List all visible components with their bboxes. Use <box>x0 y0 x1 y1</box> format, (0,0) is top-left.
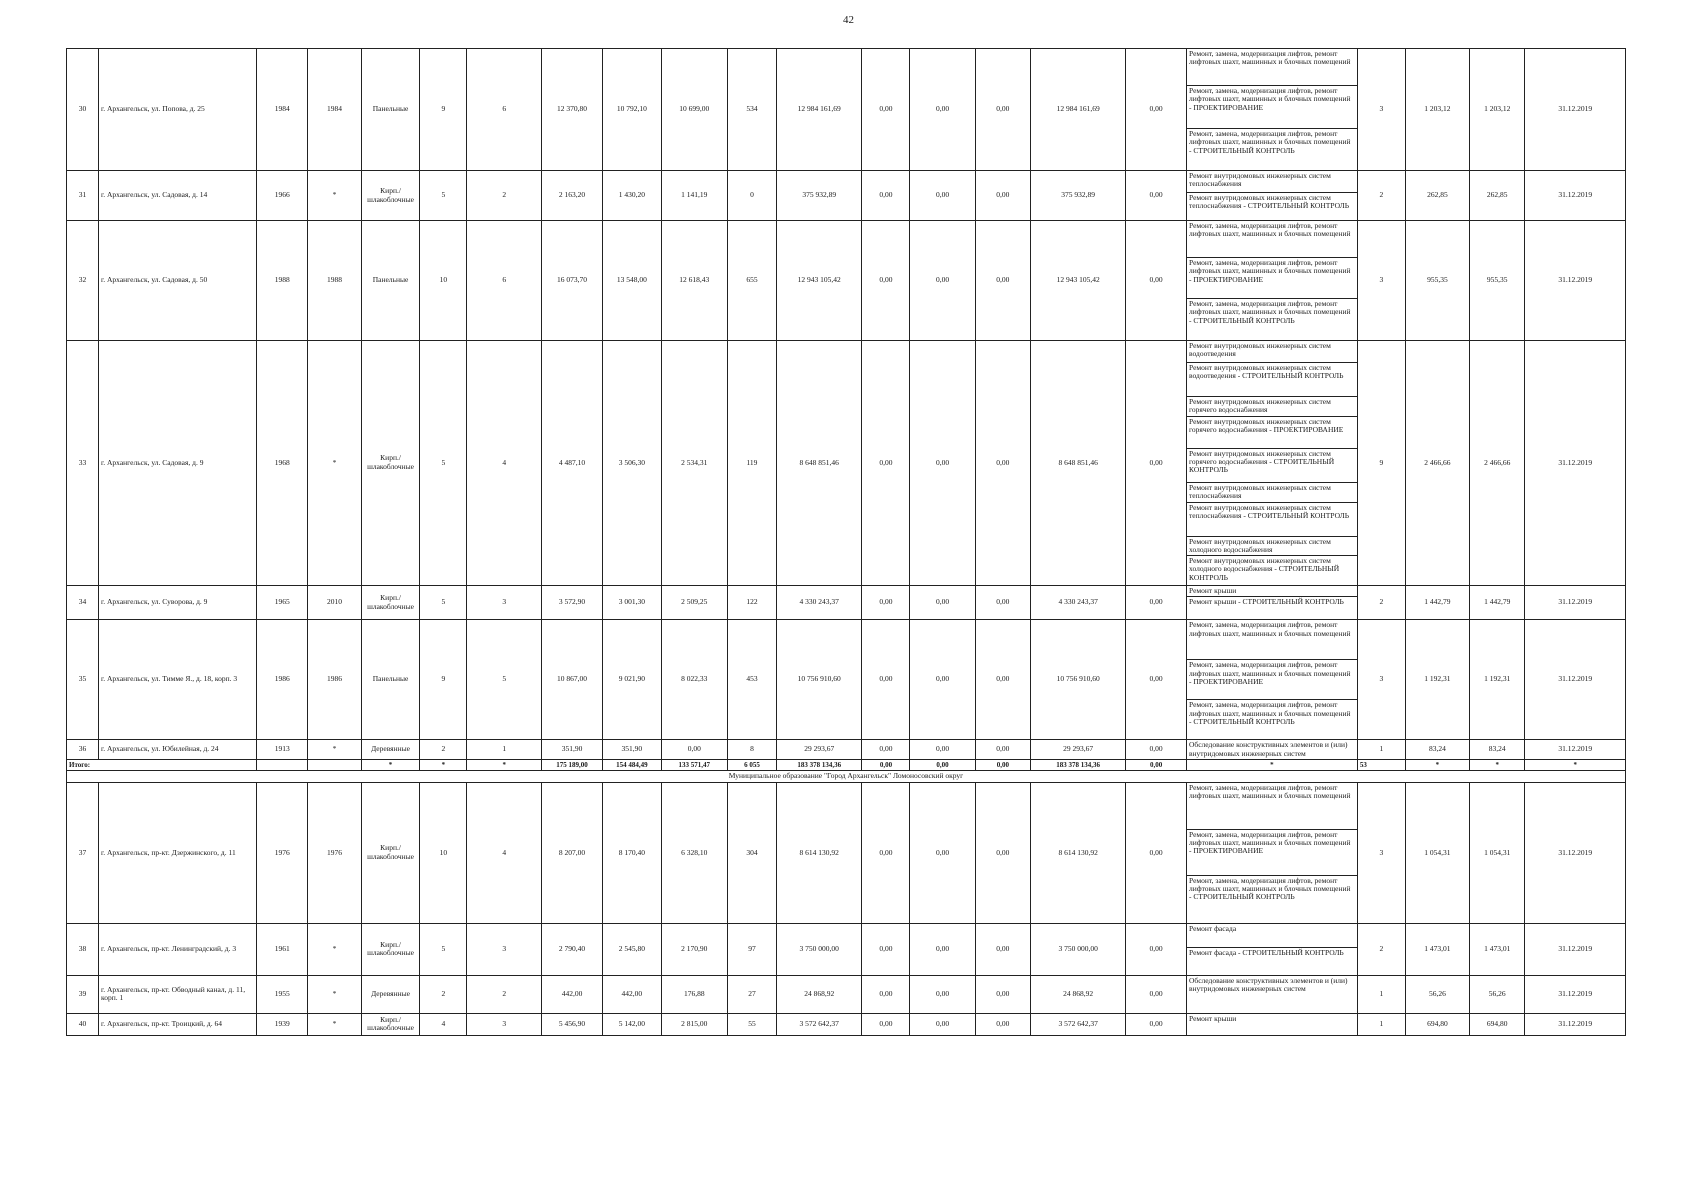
work-item: Ремонт, замена, модернизация лифтов, ремонт лифтовых шахт, машинных и блочных помещений - СТРОИТЕЛЬНЫЙ КОНТРОЛЬ <box>1187 875 1358 923</box>
total-fund-owners: 183 378 134,36 <box>1031 760 1126 771</box>
cell-floors: 5 <box>420 171 467 221</box>
cell-area-living: 3 506,30 <box>602 341 661 586</box>
cell-area-living: 351,90 <box>602 740 661 760</box>
cell-area-living: 2 545,80 <box>602 923 661 975</box>
cell-fund-reg: 0,00 <box>910 171 975 221</box>
cell-cost-total: 8 614 130,92 <box>777 782 862 923</box>
cell-year-overhaul: * <box>308 923 361 975</box>
cell-deadline: 31.12.2019 <box>1525 1013 1626 1035</box>
table-row <box>67 975 1626 1013</box>
cell-deadline: 31.12.2019 <box>1525 221 1626 341</box>
cell-num: 33 <box>67 341 99 586</box>
cell-fund-fed: 0,00 <box>862 740 910 760</box>
table-row <box>67 782 1626 829</box>
cell-unit-limit: 694,80 <box>1469 1013 1525 1035</box>
total-empty-cell <box>308 760 361 771</box>
cell-floors: 9 <box>420 620 467 740</box>
cell-floors: 5 <box>420 923 467 975</box>
total-label: Итого: <box>67 760 257 771</box>
cell-material: Кирп./ шлакоблочные <box>361 341 420 586</box>
cell-residents: 97 <box>727 923 776 975</box>
cell-fund-owners: 10 756 910,60 <box>1031 620 1126 740</box>
cell-area-total: 10 867,00 <box>542 620 603 740</box>
cell-unit-limit: 1 203,12 <box>1469 49 1525 171</box>
cell-cost-total: 10 756 910,60 <box>777 620 862 740</box>
total-fund-mun: 0,00 <box>975 760 1031 771</box>
total-star: * <box>361 760 420 771</box>
cell-fund-mun: 0,00 <box>975 221 1031 341</box>
work-item: Ремонт, замена, модернизация лифтов, ремонт лифтовых шахт, машинных и блочных помещений <box>1187 782 1358 829</box>
cell-fund-mun: 0,00 <box>975 1013 1031 1035</box>
cell-works-count: 1 <box>1357 975 1405 1013</box>
work-item: Ремонт внутридомовых инженерных систем горячего водоснабжения - СТРОИТЕЛЬНЫЙ КОНТРОЛЬ <box>1187 448 1358 482</box>
cell-fund-mun: 0,00 <box>975 620 1031 740</box>
cell-entrances: 3 <box>467 923 542 975</box>
cell-fund-reg: 0,00 <box>910 49 975 171</box>
work-item: Ремонт внутридомовых инженерных систем горячего водоснабжения <box>1187 397 1358 417</box>
cell-num: 36 <box>67 740 99 760</box>
cell-year-overhaul: * <box>308 171 361 221</box>
work-item: Ремонт крыши <box>1187 1013 1358 1035</box>
cell-fund-mun: 0,00 <box>975 171 1031 221</box>
cell-floors: 2 <box>420 740 467 760</box>
cell-cost-total: 24 868,92 <box>777 975 862 1013</box>
cell-material: Кирп./ шлакоблочные <box>361 923 420 975</box>
cell-unit-cost: 1 203,12 <box>1405 49 1469 171</box>
cell-fund-fed: 0,00 <box>862 620 910 740</box>
cell-entrances: 2 <box>467 975 542 1013</box>
cell-fund-other: 0,00 <box>1126 49 1187 171</box>
cell-address: г. Архангельск, пр-кт. Обводный канал, д. 11, корп. 1 <box>99 975 257 1013</box>
cell-fund-fed: 0,00 <box>862 782 910 923</box>
work-item: Обследование конструктивных элементов и (или) внутридомовых инженерных систем <box>1187 740 1358 760</box>
cell-fund-other: 0,00 <box>1126 620 1187 740</box>
work-item: Ремонт, замена, модернизация лифтов, ремонт лифтовых шахт, машинных и блочных помещений <box>1187 49 1358 86</box>
cell-year-overhaul: * <box>308 1013 361 1035</box>
cell-fund-owners: 12 943 105,42 <box>1031 221 1126 341</box>
work-item: Ремонт, замена, модернизация лифтов, ремонт лифтовых шахт, машинных и блочных помещений - СТРОИТЕЛЬНЫЙ КОНТРОЛЬ <box>1187 129 1358 171</box>
cell-unit-cost: 262,85 <box>1405 171 1469 221</box>
cell-address: г. Архангельск, пр-кт. Ленинградский, д. 3 <box>99 923 257 975</box>
cell-address: г. Архангельск, пр-кт. Дзержинского, д. 11 <box>99 782 257 923</box>
cell-material: Кирп./ шлакоблочные <box>361 782 420 923</box>
work-item: Ремонт фасада <box>1187 923 1358 947</box>
cell-year-built: 1966 <box>257 171 308 221</box>
cell-works-count: 3 <box>1357 620 1405 740</box>
cell-deadline: 31.12.2019 <box>1525 620 1626 740</box>
cell-floors: 5 <box>420 586 467 620</box>
table-row <box>67 740 1626 760</box>
work-item: Ремонт внутридомовых инженерных систем водоотведения - СТРОИТЕЛЬНЫЙ КОНТРОЛЬ <box>1187 363 1358 397</box>
cell-fund-other: 0,00 <box>1126 341 1187 586</box>
cell-year-overhaul: 1986 <box>308 620 361 740</box>
work-item: Обследование конструктивных элементов и (или) внутридомовых инженерных систем <box>1187 975 1358 1013</box>
cell-fund-reg: 0,00 <box>910 620 975 740</box>
table-row <box>67 171 1626 193</box>
cell-area-living-res: 8 022,33 <box>661 620 727 740</box>
cell-year-overhaul: * <box>308 341 361 586</box>
cell-area-total: 442,00 <box>542 975 603 1013</box>
cell-deadline: 31.12.2019 <box>1525 49 1626 171</box>
cell-year-built: 1986 <box>257 620 308 740</box>
cell-area-living-res: 2 170,90 <box>661 923 727 975</box>
work-item: Ремонт крыши - СТРОИТЕЛЬНЫЙ КОНТРОЛЬ <box>1187 597 1358 620</box>
cell-area-total: 8 207,00 <box>542 782 603 923</box>
cell-works-count: 1 <box>1357 1013 1405 1035</box>
cell-area-living-res: 2 509,25 <box>661 586 727 620</box>
cell-address: г. Архангельск, пр-кт. Троицкий, д. 64 <box>99 1013 257 1035</box>
cell-deadline: 31.12.2019 <box>1525 341 1626 586</box>
cell-unit-limit: 955,35 <box>1469 221 1525 341</box>
cell-address: г. Архангельск, ул. Садовая, д. 14 <box>99 171 257 221</box>
cell-unit-limit: 1 054,31 <box>1469 782 1525 923</box>
cell-area-living: 1 430,20 <box>602 171 661 221</box>
work-item: Ремонт внутридомовых инженерных систем водоотведения <box>1187 341 1358 363</box>
work-item: Ремонт, замена, модернизация лифтов, ремонт лифтовых шахт, машинных и блочных помещений - СТРОИТЕЛЬНЫЙ КОНТРОЛЬ <box>1187 299 1358 341</box>
cell-residents: 122 <box>727 586 776 620</box>
cell-year-overhaul: * <box>308 740 361 760</box>
total-star: * <box>1405 760 1469 771</box>
cell-fund-fed: 0,00 <box>862 171 910 221</box>
cell-year-built: 1961 <box>257 923 308 975</box>
cell-area-living-res: 2 534,31 <box>661 341 727 586</box>
cell-entrances: 4 <box>467 782 542 923</box>
cell-cost-total: 12 943 105,42 <box>777 221 862 341</box>
total-star: * <box>1525 760 1626 771</box>
cell-num: 39 <box>67 975 99 1013</box>
cell-area-living-res: 6 328,10 <box>661 782 727 923</box>
cell-deadline: 31.12.2019 <box>1525 171 1626 221</box>
table-row <box>67 221 1626 258</box>
cell-unit-cost: 1 054,31 <box>1405 782 1469 923</box>
cell-num: 37 <box>67 782 99 923</box>
total-row <box>67 760 1626 771</box>
cell-unit-cost: 1 192,31 <box>1405 620 1469 740</box>
cell-fund-mun: 0,00 <box>975 49 1031 171</box>
work-item: Ремонт внутридомовых инженерных систем холодного водоснабжения - СТРОИТЕЛЬНЫЙ КОНТРОЛЬ <box>1187 556 1358 586</box>
cell-deadline: 31.12.2019 <box>1525 740 1626 760</box>
cell-works-count: 3 <box>1357 221 1405 341</box>
cell-num: 31 <box>67 171 99 221</box>
cell-entrances: 3 <box>467 586 542 620</box>
cell-fund-owners: 4 330 243,37 <box>1031 586 1126 620</box>
cell-area-living: 9 021,90 <box>602 620 661 740</box>
cell-fund-mun: 0,00 <box>975 782 1031 923</box>
cell-fund-owners: 375 932,89 <box>1031 171 1126 221</box>
cell-area-living-res: 176,88 <box>661 975 727 1013</box>
cell-area-total: 12 370,80 <box>542 49 603 171</box>
cell-works-count: 3 <box>1357 782 1405 923</box>
cell-fund-owners: 3 572 642,37 <box>1031 1013 1126 1035</box>
cell-entrances: 1 <box>467 740 542 760</box>
work-item: Ремонт внутридомовых инженерных систем теплоснабжения <box>1187 482 1358 502</box>
cell-works-count: 2 <box>1357 923 1405 975</box>
cell-area-living-res: 12 618,43 <box>661 221 727 341</box>
cell-year-overhaul: 2010 <box>308 586 361 620</box>
cell-fund-mun: 0,00 <box>975 975 1031 1013</box>
cell-num: 40 <box>67 1013 99 1035</box>
cell-deadline: 31.12.2019 <box>1525 782 1626 923</box>
cell-fund-owners: 12 984 161,69 <box>1031 49 1126 171</box>
cell-works-count: 2 <box>1357 171 1405 221</box>
cell-unit-cost: 1 473,01 <box>1405 923 1469 975</box>
cell-area-living: 13 548,00 <box>602 221 661 341</box>
cell-fund-owners: 3 750 000,00 <box>1031 923 1126 975</box>
cell-works-count: 1 <box>1357 740 1405 760</box>
total-star: * <box>1187 760 1358 771</box>
cell-residents: 27 <box>727 975 776 1013</box>
cell-unit-limit: 1 442,79 <box>1469 586 1525 620</box>
cell-floors: 2 <box>420 975 467 1013</box>
total-fund-fed: 0,00 <box>862 760 910 771</box>
cell-year-overhaul: 1976 <box>308 782 361 923</box>
table-row <box>67 49 1626 86</box>
cell-fund-mun: 0,00 <box>975 740 1031 760</box>
cell-address: г. Архангельск, ул. Попова, д. 25 <box>99 49 257 171</box>
cell-floors: 9 <box>420 49 467 171</box>
cell-residents: 655 <box>727 221 776 341</box>
cell-material: Деревянные <box>361 975 420 1013</box>
cell-fund-owners: 24 868,92 <box>1031 975 1126 1013</box>
cell-entrances: 5 <box>467 620 542 740</box>
cell-fund-fed: 0,00 <box>862 923 910 975</box>
cell-unit-limit: 56,26 <box>1469 975 1525 1013</box>
cell-material: Кирп./ шлакоблочные <box>361 1013 420 1035</box>
cell-unit-limit: 2 466,66 <box>1469 341 1525 586</box>
cell-address: г. Архангельск, ул. Тимме Я., д. 18, корп. 3 <box>99 620 257 740</box>
cell-cost-total: 12 984 161,69 <box>777 49 862 171</box>
work-item: Ремонт, замена, модернизация лифтов, ремонт лифтовых шахт, машинных и блочных помещений <box>1187 221 1358 258</box>
cell-entrances: 6 <box>467 221 542 341</box>
cell-num: 32 <box>67 221 99 341</box>
cell-floors: 4 <box>420 1013 467 1035</box>
cell-year-built: 1939 <box>257 1013 308 1035</box>
cell-area-living-res: 10 699,00 <box>661 49 727 171</box>
table-row <box>67 1013 1626 1035</box>
cell-fund-other: 0,00 <box>1126 975 1187 1013</box>
cell-area-total: 3 572,90 <box>542 586 603 620</box>
cell-unit-limit: 83,24 <box>1469 740 1525 760</box>
cell-fund-reg: 0,00 <box>910 341 975 586</box>
cell-area-total: 351,90 <box>542 740 603 760</box>
total-area-res: 133 571,47 <box>661 760 727 771</box>
cell-year-built: 1913 <box>257 740 308 760</box>
cell-residents: 8 <box>727 740 776 760</box>
cell-unit-cost: 83,24 <box>1405 740 1469 760</box>
cell-fund-fed: 0,00 <box>862 221 910 341</box>
cell-residents: 0 <box>727 171 776 221</box>
cell-area-total: 4 487,10 <box>542 341 603 586</box>
work-item: Ремонт внутридомовых инженерных систем теплоснабжения <box>1187 171 1358 193</box>
total-empty-cell <box>257 760 308 771</box>
page-number: 42 <box>843 14 854 26</box>
total-residents: 6 055 <box>727 760 776 771</box>
cell-entrances: 3 <box>467 1013 542 1035</box>
cell-fund-mun: 0,00 <box>975 586 1031 620</box>
cell-num: 30 <box>67 49 99 171</box>
cell-fund-other: 0,00 <box>1126 740 1187 760</box>
cell-entrances: 4 <box>467 341 542 586</box>
work-item: Ремонт внутридомовых инженерных систем теплоснабжения - СТРОИТЕЛЬНЫЙ КОНТРОЛЬ <box>1187 502 1358 536</box>
cell-works-count: 3 <box>1357 49 1405 171</box>
cell-residents: 304 <box>727 782 776 923</box>
cell-area-living-res: 0,00 <box>661 740 727 760</box>
cell-area-living: 3 001,30 <box>602 586 661 620</box>
cell-area-living-res: 1 141,19 <box>661 171 727 221</box>
cell-fund-reg: 0,00 <box>910 1013 975 1035</box>
table-row <box>67 586 1626 597</box>
total-star: * <box>420 760 467 771</box>
cell-unit-cost: 1 442,79 <box>1405 586 1469 620</box>
cell-residents: 119 <box>727 341 776 586</box>
cell-year-built: 1984 <box>257 49 308 171</box>
cell-year-overhaul: 1984 <box>308 49 361 171</box>
work-item: Ремонт внутридомовых инженерных систем холодного водоснабжения <box>1187 536 1358 556</box>
repair-schedule-table <box>66 48 1626 1036</box>
cell-unit-limit: 1 192,31 <box>1469 620 1525 740</box>
work-item: Ремонт крыши <box>1187 586 1358 597</box>
cell-fund-owners: 8 648 851,46 <box>1031 341 1126 586</box>
cell-address: г. Архангельск, ул. Садовая, д. 50 <box>99 221 257 341</box>
cell-year-built: 1955 <box>257 975 308 1013</box>
cell-fund-reg: 0,00 <box>910 586 975 620</box>
cell-material: Кирп./ шлакоблочные <box>361 586 420 620</box>
cell-fund-other: 0,00 <box>1126 221 1187 341</box>
cell-material: Панельные <box>361 620 420 740</box>
cell-fund-other: 0,00 <box>1126 171 1187 221</box>
cell-deadline: 31.12.2019 <box>1525 586 1626 620</box>
cell-deadline: 31.12.2019 <box>1525 923 1626 975</box>
work-item: Ремонт, замена, модернизация лифтов, ремонт лифтовых шахт, машинных и блочных помещений <box>1187 620 1358 660</box>
cell-fund-fed: 0,00 <box>862 1013 910 1035</box>
cell-material: Деревянные <box>361 740 420 760</box>
cell-unit-cost: 955,35 <box>1405 221 1469 341</box>
work-item: Ремонт внутридомовых инженерных систем теплоснабжения - СТРОИТЕЛЬНЫЙ КОНТРОЛЬ <box>1187 193 1358 221</box>
cell-year-built: 1976 <box>257 782 308 923</box>
cell-address: г. Архангельск, ул. Суворова, д. 9 <box>99 586 257 620</box>
cell-num: 38 <box>67 923 99 975</box>
cell-floors: 10 <box>420 782 467 923</box>
cell-floors: 5 <box>420 341 467 586</box>
section-title: Муниципальное образование "Город Архангельск" Ломоносовский округ <box>67 771 1626 783</box>
cell-fund-reg: 0,00 <box>910 740 975 760</box>
cell-unit-cost: 56,26 <box>1405 975 1469 1013</box>
table-row <box>67 923 1626 947</box>
cell-cost-total: 3 572 642,37 <box>777 1013 862 1035</box>
total-star: * <box>467 760 542 771</box>
cell-area-total: 2 163,20 <box>542 171 603 221</box>
cell-entrances: 2 <box>467 171 542 221</box>
cell-cost-total: 29 293,67 <box>777 740 862 760</box>
cell-cost-total: 375 932,89 <box>777 171 862 221</box>
cell-area-living: 8 170,40 <box>602 782 661 923</box>
cell-area-living: 442,00 <box>602 975 661 1013</box>
work-item: Ремонт, замена, модернизация лифтов, ремонт лифтовых шахт, машинных и блочных помещений - СТРОИТЕЛЬНЫЙ КОНТРОЛЬ <box>1187 700 1358 740</box>
cell-cost-total: 4 330 243,37 <box>777 586 862 620</box>
cell-year-built: 1965 <box>257 586 308 620</box>
cell-num: 35 <box>67 620 99 740</box>
cell-fund-fed: 0,00 <box>862 49 910 171</box>
cell-fund-other: 0,00 <box>1126 923 1187 975</box>
cell-area-living: 5 142,00 <box>602 1013 661 1035</box>
cell-fund-other: 0,00 <box>1126 1013 1187 1035</box>
cell-unit-cost: 2 466,66 <box>1405 341 1469 586</box>
cell-fund-other: 0,00 <box>1126 782 1187 923</box>
cell-unit-limit: 262,85 <box>1469 171 1525 221</box>
cell-fund-fed: 0,00 <box>862 341 910 586</box>
work-item: Ремонт внутридомовых инженерных систем горячего водоснабжения - ПРОЕКТИРОВАНИЕ <box>1187 416 1358 448</box>
cell-fund-mun: 0,00 <box>975 341 1031 586</box>
work-item: Ремонт фасада - СТРОИТЕЛЬНЫЙ КОНТРОЛЬ <box>1187 947 1358 975</box>
table-row <box>67 341 1626 363</box>
cell-fund-reg: 0,00 <box>910 782 975 923</box>
total-area: 175 189,00 <box>542 760 603 771</box>
cell-fund-fed: 0,00 <box>862 975 910 1013</box>
cell-works-count: 2 <box>1357 586 1405 620</box>
total-star: * <box>1469 760 1525 771</box>
work-item: Ремонт, замена, модернизация лифтов, ремонт лифтовых шахт, машинных и блочных помещений - ПРОЕКТИРОВАНИЕ <box>1187 258 1358 299</box>
cell-address: г. Архангельск, ул. Юбилейная, д. 24 <box>99 740 257 760</box>
cell-year-built: 1968 <box>257 341 308 586</box>
cell-fund-fed: 0,00 <box>862 586 910 620</box>
cell-unit-cost: 694,80 <box>1405 1013 1469 1035</box>
cell-deadline: 31.12.2019 <box>1525 975 1626 1013</box>
cell-cost-total: 3 750 000,00 <box>777 923 862 975</box>
cell-address: г. Архангельск, ул. Садовая, д. 9 <box>99 341 257 586</box>
cell-area-living: 10 792,10 <box>602 49 661 171</box>
cell-fund-reg: 0,00 <box>910 923 975 975</box>
cell-fund-owners: 29 293,67 <box>1031 740 1126 760</box>
total-fund-other: 0,00 <box>1126 760 1187 771</box>
work-item: Ремонт, замена, модернизация лифтов, ремонт лифтовых шахт, машинных и блочных помещений - ПРОЕКТИРОВАНИЕ <box>1187 829 1358 875</box>
cell-material: Панельные <box>361 49 420 171</box>
cell-year-overhaul: * <box>308 975 361 1013</box>
work-item: Ремонт, замена, модернизация лифтов, ремонт лифтовых шахт, машинных и блочных помещений - ПРОЕКТИРОВАНИЕ <box>1187 86 1358 129</box>
total-area-living: 154 484,49 <box>602 760 661 771</box>
cell-residents: 534 <box>727 49 776 171</box>
total-works-count: 53 <box>1357 760 1405 771</box>
cell-num: 34 <box>67 586 99 620</box>
cell-area-total: 5 456,90 <box>542 1013 603 1035</box>
cell-residents: 55 <box>727 1013 776 1035</box>
cell-fund-other: 0,00 <box>1126 586 1187 620</box>
cell-entrances: 6 <box>467 49 542 171</box>
table-row <box>67 620 1626 660</box>
cell-unit-limit: 1 473,01 <box>1469 923 1525 975</box>
cell-material: Кирп./ шлакоблочные <box>361 171 420 221</box>
cell-fund-owners: 8 614 130,92 <box>1031 782 1126 923</box>
cell-works-count: 9 <box>1357 341 1405 586</box>
cell-fund-reg: 0,00 <box>910 221 975 341</box>
cell-year-overhaul: 1988 <box>308 221 361 341</box>
total-fund-reg: 0,00 <box>910 760 975 771</box>
cell-residents: 453 <box>727 620 776 740</box>
cell-cost-total: 8 648 851,46 <box>777 341 862 586</box>
work-item: Ремонт, замена, модернизация лифтов, ремонт лифтовых шахт, машинных и блочных помещений - ПРОЕКТИРОВАНИЕ <box>1187 660 1358 700</box>
cell-area-living-res: 2 815,00 <box>661 1013 727 1035</box>
cell-fund-reg: 0,00 <box>910 975 975 1013</box>
cell-fund-mun: 0,00 <box>975 923 1031 975</box>
cell-year-built: 1988 <box>257 221 308 341</box>
cell-area-total: 2 790,40 <box>542 923 603 975</box>
cell-material: Панельные <box>361 221 420 341</box>
section-divider-row <box>67 771 1626 783</box>
cell-area-total: 16 073,70 <box>542 221 603 341</box>
cell-floors: 10 <box>420 221 467 341</box>
total-cost: 183 378 134,36 <box>777 760 862 771</box>
